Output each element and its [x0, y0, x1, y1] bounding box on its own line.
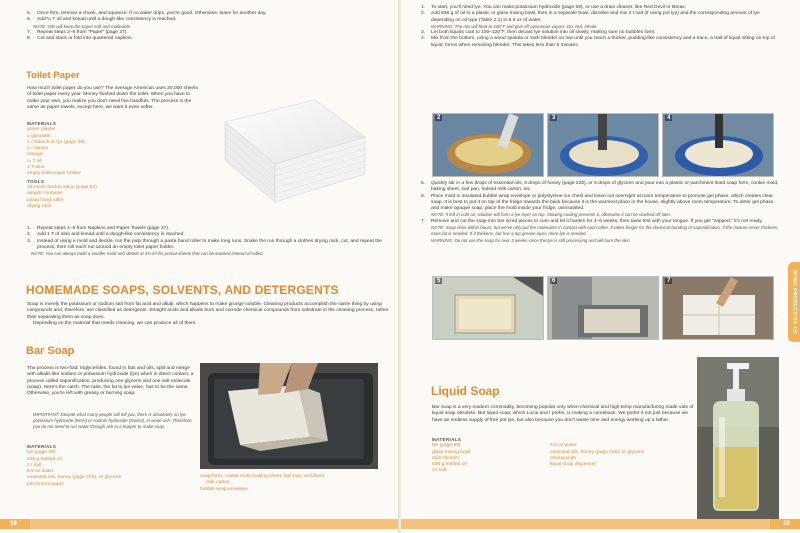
material-item: parchment paper: [27, 481, 64, 487]
section-intro-text: Soap is merely the potassium or sodium salt from fat acid and alkali, which happens to make grunge soluble. Cleaning products accomplish the same thing by using compounds and, therefore, are classified as detergents. Straight acids and alkalis burn and corrode chemical compounds from substrate in the cleaning process, rather than separating them as soap does.: [27, 302, 389, 320]
material-item: vinegar: [27, 152, 44, 158]
material-item: glass mixing bowl: [432, 449, 471, 455]
step-number: 6.: [421, 193, 426, 199]
step-text: Repeat steps 2–6 from “Paper” (page 37).: [37, 29, 128, 35]
step-text: Quickly stir in a few drops of essential oils, 9 drops of honey (page 220), or 5 drops of glycerin and pour into a plastic or parchment lined soap form, cookie mold, baking sheet, loaf pan, halved milk carton, etc.: [431, 181, 779, 193]
step-photo-6: [547, 276, 659, 340]
material-item: essential oils, honey (page 220), or glycerin: [550, 449, 645, 455]
section-title: HOMEMADE SOAPS, SOLVENTS, AND DETERGENTS: [26, 283, 339, 297]
materials-label: MATERIALS: [27, 121, 57, 126]
step-text: Instead of using a mold and deckle, run the pulp through a pasta hand roller to make long runs. Snake the run through a clothes drying rack, cut, and repeat the process, then roll each run around an empty toilet paper holder.: [37, 238, 383, 250]
photo-label: 7: [667, 278, 671, 284]
toilet-paper-title: Toilet Paper: [26, 70, 80, 81]
material-item: empty toilet paper holder: [27, 171, 81, 177]
step-text: Repeat steps 1–5 from Napkins and Paper Towels (page 37).: [37, 226, 170, 231]
right-page: [401, 0, 800, 533]
photo-label: 2: [437, 115, 441, 121]
bar-soap-intro: The process is two-fold: triglycerides, found in fats and oils, split and merge with alkalis like sodium or potassium hydroxide (lye) when in direct contact, a process called saponification, producing one glycerin and one salt molecule (soap). Here's the catch. The ratio, the fat to lye value, has to be the same. Otherwise, you're left with greasy or burning soap.: [27, 366, 194, 397]
material-item: 8.5 oz water: [27, 469, 54, 475]
step-text: Add 1 T of aloe and knead until a dough-like consistency is reached.: [37, 232, 185, 238]
material-item: lye (page 59): [27, 450, 56, 456]
photo-label: 6: [552, 278, 556, 284]
material-item: green plaster: [27, 127, 56, 133]
chapter-side-tab: [779, 262, 800, 342]
step-text: Add ¼ T oil and knead until a dough-like consistency is reached.: [37, 17, 177, 23]
step-number: 1.: [27, 226, 32, 231]
material-item: bubble wrap envelope: [200, 486, 248, 492]
step-number: 8.: [27, 36, 32, 42]
step-text: To start, you'll need lye. You can make potassium hydroxide (page 59), or use a drain cleaner, like Red Devil or Borax.: [431, 5, 687, 10]
step-text: Let both liquids cool to 100–120°F, then decant lye solution into oil slowly, making sure no bubbles form.: [431, 30, 656, 36]
bar-soap-title: Bar Soap: [26, 345, 75, 357]
materials-label: MATERIALS: [432, 437, 462, 442]
material-item: lye (page 59): [432, 443, 461, 449]
step-number: 1.: [421, 5, 426, 10]
step-photo-4: [662, 113, 774, 177]
toilet-paper-materials: [27, 121, 207, 210]
step-photo-3: [547, 113, 659, 177]
step-photo-2: [432, 113, 544, 177]
photo-label: 3: [552, 115, 556, 121]
step-number: 3.: [27, 238, 32, 244]
material-item: 836 g melted oil: [27, 456, 62, 462]
warning-vapors: WARNING: The mix will heat to 200°F and give off poisonous vapors. Do. Not. Inhale.: [431, 23, 598, 29]
step-number: 4.: [421, 36, 426, 42]
material-item: essential oils, honey (page 220), or glycerin: [27, 475, 122, 481]
section-intro: [27, 302, 391, 327]
step-number: 2.: [421, 11, 426, 17]
step-number: 5.: [421, 181, 426, 186]
materials-label: MATERIALS: [27, 444, 57, 449]
step-number: 2.: [27, 232, 32, 238]
bar-soap-important: IMPORTANT: Despite what many people will tell you, there is absolutely no lye, potassium hydroxide (KOH) or sodium hydroxide (NaOH), in wood ash. Therefore, you do not need to run water through ash in a hopper to make soap.: [33, 412, 193, 429]
step-number: 7.: [27, 29, 32, 35]
step-number: 3.: [421, 30, 426, 36]
bar-soap-photo: [200, 363, 378, 469]
material-item: ¼ T oil: [27, 158, 42, 164]
material-item: cheesecloth: [550, 455, 577, 461]
oil-note: NOTE: Oils will keep the paper soft and malleable.: [33, 23, 132, 29]
footer-bar: [0, 519, 399, 529]
material-item: 1 gal water: [27, 133, 51, 139]
cold-air-note: NOTE: If left in cold air, solution will form a lye layer on top. Slowing cooling prevents it, otherwise it can be washed off later.: [431, 212, 672, 218]
photo-label: 5: [437, 278, 441, 284]
chapter-side-tab-label: HOME PRODUCTION OF PRODUCTS: [779, 270, 797, 334]
toilet-paper-note: NOTE: You can always build a smaller mold and deckle at 4½ in² for precut sheets that can be stacked instead of rolled.: [31, 251, 264, 257]
left-page: [0, 0, 399, 533]
material-item: 1 c bleach or lye (page 59): [27, 139, 85, 145]
liquid-soap-title: Liquid Soap: [431, 384, 500, 398]
tool-item: 18-mesh bucket sieve (page 64): [27, 184, 97, 190]
material-item: 2 t salt: [432, 468, 447, 474]
liquid-soap-intro: Bar soap is a very modern commodity, becoming popular only when chemical and high temp manufacturing made vats of liquid soap obsolete. But liquid soap, which Lucia and I prefer, is making a comeback. We prefer it not just because we have an endless supply of free pot lye, but also because you don't waste time and energy working up a lather.: [432, 405, 694, 423]
top-steps: [27, 11, 387, 42]
liquid-soap-materials: [432, 437, 692, 475]
step-photo-7: [662, 276, 774, 340]
material-item: 1 T aloe: [27, 165, 45, 171]
material-item: 8.5 oz water: [550, 443, 577, 449]
material-item: 2 t salt: [27, 462, 42, 468]
liquid-soap-dispenser-photo: [697, 357, 779, 519]
paper-towel-stack-image: [205, 92, 375, 212]
toilet-paper-steps: [27, 226, 387, 257]
bar-soap-materials: [27, 444, 197, 488]
tool-item: airtight container: [27, 191, 64, 197]
material-item: soap form, cookie mold, baking sheet, loaf pan, or halved: [200, 474, 324, 479]
material-item: liquid soap dispenser: [550, 462, 596, 468]
footer-bar: [401, 519, 800, 529]
tool-item: drying rack: [27, 203, 51, 209]
step-text: Mix from the bottom, using a wood spatula or stick blender on low until you reach a thicker, pudding-like consistency and a trace, a trail of liquid sitting on top of liquid, forms when removing blender. This takes less than 5 minutes.: [431, 36, 775, 48]
section-intro-text-2: Depending on the material that needs cleaning, we can produce all of them.: [33, 320, 197, 326]
page-number: 39: [770, 519, 800, 529]
tool-item: pasta hand roller: [27, 197, 64, 203]
material-item: 1 c tannin: [27, 146, 49, 152]
step-number: 5.: [27, 11, 32, 16]
step-text: Add 836 g of oil to a plastic or glass mixing bowl, then in a separate bowl, dissolve and mix 2 t salt (if using pot lye) and the corresponding amount of lye depending on oil type (Table 2.1) in 8.5 oz of water.: [431, 11, 760, 23]
step-text: Cut and stack or fold into quartered napkins.: [37, 36, 133, 42]
material-item: 836 g melted oil: [432, 462, 467, 468]
step-number: 7.: [421, 218, 426, 224]
bar-soap-steps-a: [421, 5, 781, 49]
photo-label: 4: [667, 115, 671, 121]
material-item: stick blender: [432, 455, 460, 461]
saponification-note: NOTE: Soap dries within hours, but we've only put the molecules in contact with each other. It takes longer for the chemical bonding of saponification. If the mixture never thickens, more fat is needed. If it thickens, but has a top grease layer, more lye is needed.: [431, 225, 779, 237]
toilet-paper-intro: How much toilet paper do you use? The average American uses 20,000 sheets of toilet paper every year. Money flushed down the toilet. When you have to make your own, you realize you don't need five handfuls. The process is the same as paper towels, except here, we want it even softer.: [27, 86, 198, 110]
page-number: 38: [0, 519, 30, 529]
tools-label: TOOLS: [27, 178, 45, 184]
step-text: Place mold in insulated bubble wrap envelope or polystyrene ice chest and leave out overnight at room temperature to promote gel phase, which creates clear soap. It is best to put it on top of the fridge towards the back because it is the warmest place in the house, slightly above room temperature. To deter gel phase and make opaque soap, place the mold inside your fridge, uninsulated.: [431, 193, 774, 212]
step-text: Remove and cut the soap into bar sized pieces to cure and let it harden for 4–6 weeks, then taste test with your tongue. If you get “zapped,” it's not ready.: [431, 218, 763, 224]
step-text: Once firm, remove a chunk, and squeeze. If no water drips, you're good. Otherwise, leave for another day.: [37, 11, 267, 16]
step-photo-5: [432, 276, 544, 340]
warning-burn: WARNING: Do not use the soap for over 3 weeks since the lye is still processing and will burn the skin.: [431, 237, 631, 243]
step-number: 6.: [27, 17, 32, 23]
bar-soap-steps-c: [421, 181, 781, 244]
material-item: milk carton: [206, 480, 230, 486]
bar-soap-materials-2: [200, 474, 380, 493]
